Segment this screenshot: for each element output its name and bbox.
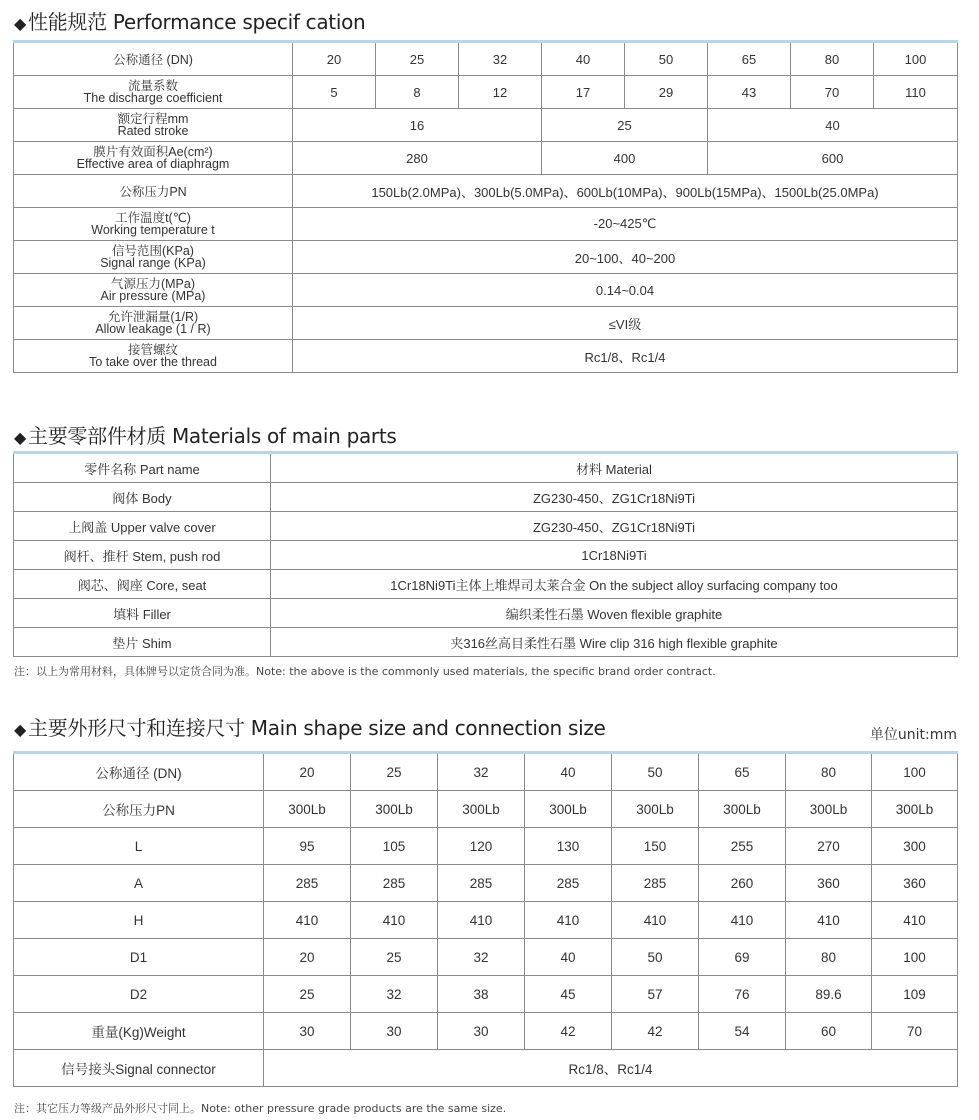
row-label: 公称通径 (DN): [14, 42, 293, 76]
table-row: [14, 483, 958, 512]
table-row: [14, 175, 958, 208]
table-row: [14, 541, 958, 570]
table-cell: 300Lb: [786, 791, 872, 828]
row-label: 工作温度t(℃) Working temperature t: [14, 208, 293, 241]
row-label: H: [14, 902, 264, 939]
table-row: [14, 828, 958, 865]
part-name: 填料 Filler: [14, 599, 271, 628]
table-header-row: [14, 453, 958, 483]
table-cell: 300Lb: [264, 791, 351, 828]
table-cell: 110: [874, 76, 958, 109]
table-cell: 80: [791, 42, 874, 76]
table-cell: 65: [708, 42, 791, 76]
table-cell: 95: [264, 828, 351, 865]
table-cell: 57: [612, 976, 699, 1013]
table-cell: 150: [612, 828, 699, 865]
table-row: [14, 208, 958, 241]
table-cell: 30: [351, 1013, 438, 1050]
table-cell: 280: [293, 142, 542, 175]
table-row: [14, 599, 958, 628]
part-material: ZG230-450、ZG1Cr18Ni9Ti: [271, 512, 958, 541]
table-cell: 410: [872, 902, 958, 939]
table-row: [14, 512, 958, 541]
table-cell: Rc1/8、Rc1/4: [264, 1050, 958, 1087]
part-name: 阀芯、阀座 Core, seat: [14, 570, 271, 599]
table-row: [14, 1013, 958, 1050]
table-cell: 42: [525, 1013, 612, 1050]
table-cell: 25: [542, 109, 708, 142]
table-cell: 410: [786, 902, 872, 939]
table-cell: 100: [872, 939, 958, 976]
table-cell: 25: [351, 939, 438, 976]
table-cell: 285: [612, 865, 699, 902]
performance-table: [13, 40, 958, 373]
table-cell: 285: [525, 865, 612, 902]
table-row: [14, 628, 958, 657]
table-cell: 8: [376, 76, 459, 109]
row-label: 公称压力PN: [14, 175, 293, 208]
table-cell: 40: [542, 42, 625, 76]
table-cell: 410: [525, 902, 612, 939]
table-cell: 360: [786, 865, 872, 902]
table-cell: 25: [351, 753, 438, 791]
table-cell: 100: [872, 753, 958, 791]
part-name: 上阀盖 Upper valve cover: [14, 512, 271, 541]
performance-heading: ◆ 性能规范 Performance specif cation: [14, 10, 366, 34]
part-name: 阀杆、推杆 Stem, push rod: [14, 541, 271, 570]
part-name: 垫片 Shim: [14, 628, 271, 657]
table-row: [14, 865, 958, 902]
table-cell: 300Lb: [872, 791, 958, 828]
table-cell: 105: [351, 828, 438, 865]
table-cell: 25: [376, 42, 459, 76]
table-cell: 32: [459, 42, 542, 76]
table-cell: 150Lb(2.0MPa)、300Lb(5.0MPa)、600Lb(10MPa)、900Lb(15MPa)、1500Lb(25.0MPa): [293, 175, 958, 208]
row-label: 额定行程mm Rated stroke: [14, 109, 293, 142]
column-header: 零件名称 Part name: [14, 453, 271, 483]
row-label: D1: [14, 939, 264, 976]
table-cell: 120: [438, 828, 525, 865]
row-label: 重量(Kg)Weight: [14, 1013, 264, 1050]
table-cell: 30: [264, 1013, 351, 1050]
table-cell: 5: [293, 76, 376, 109]
table-row: [14, 753, 958, 791]
table-cell: 20: [293, 42, 376, 76]
table-cell: 300Lb: [612, 791, 699, 828]
table-cell: -20~425℃: [293, 208, 958, 241]
table-row: [14, 42, 958, 76]
dimensions-body: [14, 753, 958, 1087]
table-cell: 130: [525, 828, 612, 865]
table-cell: 80: [786, 753, 872, 791]
table-cell: 32: [351, 976, 438, 1013]
table-cell: 50: [625, 42, 708, 76]
diamond-bullet-icon: ◆: [14, 428, 27, 447]
table-row: [14, 109, 958, 142]
table-cell: 0.14~0.04: [293, 274, 958, 307]
table-row: [14, 570, 958, 599]
table-cell: 600: [708, 142, 958, 175]
unit-label: 单位unit:mm: [869, 727, 957, 743]
table-row: [14, 902, 958, 939]
table-cell: 40: [525, 753, 612, 791]
table-row: [14, 976, 958, 1013]
table-cell: 70: [872, 1013, 958, 1050]
row-label: 流量系数 The discharge coefficient: [14, 76, 293, 109]
table-cell: 42: [612, 1013, 699, 1050]
table-cell: 300Lb: [699, 791, 786, 828]
table-cell: ≤VI级: [293, 307, 958, 340]
table-cell: 80: [786, 939, 872, 976]
row-label: 公称通径 (DN): [14, 753, 264, 791]
table-row: [14, 340, 958, 373]
diamond-bullet-icon: ◆: [14, 14, 27, 33]
table-cell: 285: [351, 865, 438, 902]
table-cell: 89.6: [786, 976, 872, 1013]
part-material: 1Cr18Ni9Ti: [271, 541, 958, 570]
table-cell: 38: [438, 976, 525, 1013]
part-material: 编织柔性石墨 Woven flexible graphite: [271, 599, 958, 628]
table-cell: 76: [699, 976, 786, 1013]
table-cell: 285: [438, 865, 525, 902]
table-cell: 410: [264, 902, 351, 939]
table-cell: 40: [708, 109, 958, 142]
table-row: [14, 1050, 958, 1087]
table-cell: 20: [264, 753, 351, 791]
table-row: [14, 76, 958, 109]
row-label: 公称压力PN: [14, 791, 264, 828]
table-cell: 65: [699, 753, 786, 791]
table-cell: 54: [699, 1013, 786, 1050]
table-cell: 410: [699, 902, 786, 939]
table-cell: 29: [625, 76, 708, 109]
row-label: 接管螺纹 To take over the thread: [14, 340, 293, 373]
row-label: L: [14, 828, 264, 865]
table-row: [14, 791, 958, 828]
table-cell: 12: [459, 76, 542, 109]
table-cell: 43: [708, 76, 791, 109]
table-cell: 40: [525, 939, 612, 976]
materials-note: 注：以上为常用材料，具体牌号以定货合同为准。Note: the above is the commonly used materials, the specific brand order contract.: [14, 665, 716, 678]
table-row: [14, 307, 958, 340]
materials-heading: ◆ 主要零部件材质 Materials of main parts: [14, 424, 397, 448]
row-label: D2: [14, 976, 264, 1013]
part-material: 夹316丝高目柔性石墨 Wire clip 316 high flexible graphite: [271, 628, 958, 657]
table-cell: 109: [872, 976, 958, 1013]
table-cell: 20: [264, 939, 351, 976]
table-cell: 17: [542, 76, 625, 109]
dimensions-table: [13, 751, 958, 1087]
table-cell: 69: [699, 939, 786, 976]
table-cell: 360: [872, 865, 958, 902]
column-header: 材料 Material: [271, 453, 958, 483]
table-cell: 45: [525, 976, 612, 1013]
table-cell: 410: [351, 902, 438, 939]
table-cell: 100: [874, 42, 958, 76]
table-row: [14, 274, 958, 307]
table-cell: 30: [438, 1013, 525, 1050]
table-cell: 70: [791, 76, 874, 109]
table-row: [14, 241, 958, 274]
diamond-bullet-icon: ◆: [14, 720, 27, 739]
dimensions-heading: ◆ 主要外形尺寸和连接尺寸 Main shape size and connection size: [14, 716, 606, 740]
row-label: A: [14, 865, 264, 902]
materials-table: [13, 451, 958, 657]
row-label: 膜片有效面积Ae(cm²) Effective area of diaphragm: [14, 142, 293, 175]
table-cell: 270: [786, 828, 872, 865]
table-cell: 25: [264, 976, 351, 1013]
row-label: 气源压力(MPa) Air pressure (MPa): [14, 274, 293, 307]
table-cell: 32: [438, 753, 525, 791]
row-label: 信号范围(KPa) Signal range (KPa): [14, 241, 293, 274]
table-cell: 255: [699, 828, 786, 865]
part-material: ZG230-450、ZG1Cr18Ni9Ti: [271, 483, 958, 512]
table-row: [14, 142, 958, 175]
part-name: 阀体 Body: [14, 483, 271, 512]
table-cell: 50: [612, 939, 699, 976]
part-material: 1Cr18Ni9Ti主体上堆焊司太莱合金 On the subject alloy surfacing company too: [271, 570, 958, 599]
table-cell: 16: [293, 109, 542, 142]
table-cell: 400: [542, 142, 708, 175]
table-cell: 20~100、40~200: [293, 241, 958, 274]
table-cell: 300Lb: [351, 791, 438, 828]
table-row: [14, 939, 958, 976]
table-cell: 410: [438, 902, 525, 939]
table-cell: 260: [699, 865, 786, 902]
dimensions-note: 注：其它压力等级产品外形尺寸同上。Note: other pressure grade products are the same size.: [14, 1102, 507, 1115]
table-cell: 60: [786, 1013, 872, 1050]
table-cell: 300Lb: [438, 791, 525, 828]
table-cell: Rc1/8、Rc1/4: [293, 340, 958, 373]
table-cell: 50: [612, 753, 699, 791]
table-cell: 32: [438, 939, 525, 976]
table-cell: 300: [872, 828, 958, 865]
table-cell: 410: [612, 902, 699, 939]
table-cell: 285: [264, 865, 351, 902]
row-label: 允许泄漏量(1/R) Allow leakage (1 / R): [14, 307, 293, 340]
table-cell: 300Lb: [525, 791, 612, 828]
row-label: 信号接头Signal connector: [14, 1050, 264, 1087]
